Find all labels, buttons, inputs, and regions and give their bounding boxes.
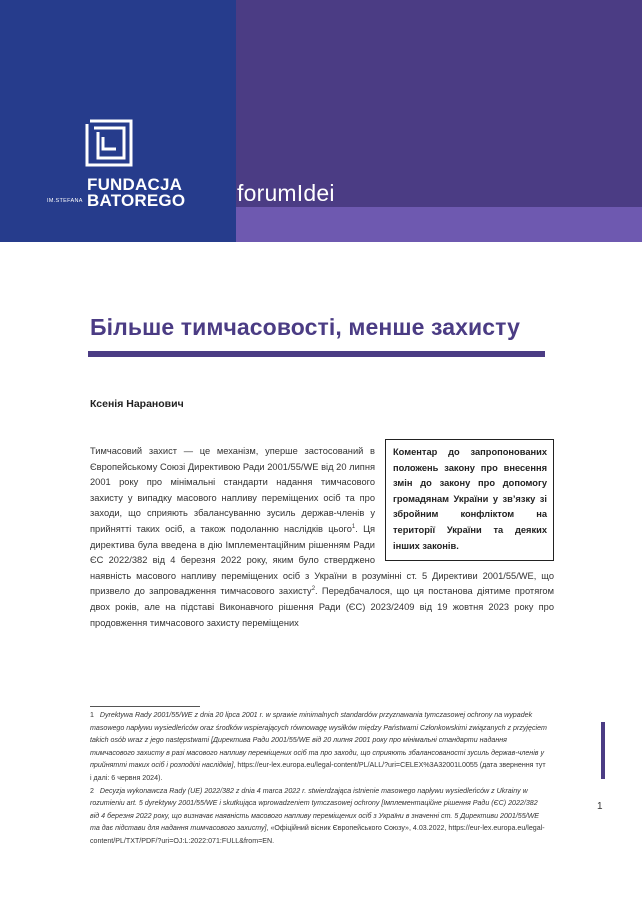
footnote-1 bbox=[90, 709, 548, 785]
logo-text-batorego: BATOREGO bbox=[87, 191, 186, 210]
logo-text-im-stefana: IM.STEFANA bbox=[47, 198, 83, 204]
document-title: Більше тимчасовості, менше захисту bbox=[90, 314, 520, 340]
body-text-part2: . Ця директива була введена в дію Імплементаційним рішенням Ради ЄС 2022/382 від 4 березня 2022 року, яким було стверджено наявність масового напливу переміщених осіб з України в розумінні ст. 5 Директиви 2001/55/WE, що призвело до запровадження тимчасового захисту bbox=[90, 523, 554, 597]
footnote-ref-1: 1 bbox=[351, 523, 356, 530]
title-underline bbox=[88, 351, 545, 357]
footnote-text: , «Офіційний вісник Європейського Союзу», 4.03.2022, https://eur-lex.europa.eu/legal-content/PL/TXT/PDF/?uri=OJ:L:2022:071:FULL&from=EN. bbox=[90, 824, 545, 845]
footnote-text: , https://eur-lex.europa.eu/legal-content/PL/ALL/?uri=CELEX%3A32001L0055 (дата звернення тут і далі: 6 червня 2024). bbox=[90, 761, 546, 782]
footnote-2 bbox=[90, 785, 548, 848]
header-stripe bbox=[236, 207, 642, 242]
body-text-part1: Тимчасовий захист — це механізм, уперше застосований в Європейському Союзі Директивою Ради 2001/55/WE від 20 липня 2001 року про мінімальні стандарти надання тимчасового захисту у випадку масового напливу переміщених осіб та про заходи, що сприяють збалансуванню зусиль держав-членів у прийнятті таких осіб, а також подоланню наслідків цього bbox=[90, 446, 375, 534]
body-text-part3: . Передбачалося, що ця постанова діятиме протягом двох років, але на підставі Виконавчого рішення Ради (ЄС) 2023/2409 від 19 жовтня 2023 року про продовження тимчасового захисту переміщених bbox=[90, 586, 554, 628]
footnote-ref-2: 2 bbox=[311, 586, 316, 593]
author-name: Ксенія Наранович bbox=[90, 398, 184, 410]
footnote-italic-text: Decyzja wykonawcza Rady (UE) 2022/382 z dnia 4 marca 2022 r. stwierdzająca istnienie masowego napływu wysiedleńców z Ukrainy w rozumieniu art. 5 dyrektywy 2001/55/WE i skutkująca wprowadzeniem tymczasowej ochrony [Імплементаційне рішення Ради (ЄС) 2022/382 від 4 березня 2022 року, що визначає наявність масового напливу переміщених осіб з України в значенні ст. 5 Директиви 2001/55/WE та дає підстави для надання тимчасового захисту] bbox=[90, 786, 540, 833]
page-side-marker bbox=[601, 722, 605, 779]
footnote-number: 2 bbox=[90, 786, 94, 795]
body-paragraph bbox=[90, 444, 554, 631]
page-number: 1 bbox=[597, 801, 603, 812]
footnote-separator bbox=[90, 706, 200, 707]
foundation-logo-icon bbox=[85, 119, 133, 167]
footnote-italic-text: Dyrektywa Rady 2001/55/WE z dnia 20 lipca 2001 r. w sprawie minimalnych standardów przyznawania tymczasowej ochrony na wypadek masowego napływu wysiedleńców oraz środków wspierających równowagę wysiłków między Państwami Członkowskimi związanych z przyjęciem takich osób wraz z jego następstwami [Директива Ради 2001/55/WE від 20 липня 2001 року про мінімальні стандарти надання тимчасового захисту в разі масового напливу переміщених осіб та про заходи, що сприяють збалансованості зусиль держав-членів у прийнятті таких осіб і розподілі наслідків] bbox=[90, 711, 547, 770]
footnotes bbox=[90, 709, 548, 848]
comment-sidebox: Коментар до запропонованих положень закону про внесення змін до закону про допомогу громадянам України у зв’язку зі збройним конфліктом на території України та деяких інших законів. bbox=[385, 439, 554, 561]
series-title: forumIdei bbox=[237, 180, 335, 206]
logo-text-fundacja: FUNDACJA bbox=[87, 175, 183, 194]
footnote-number: 1 bbox=[90, 711, 94, 719]
